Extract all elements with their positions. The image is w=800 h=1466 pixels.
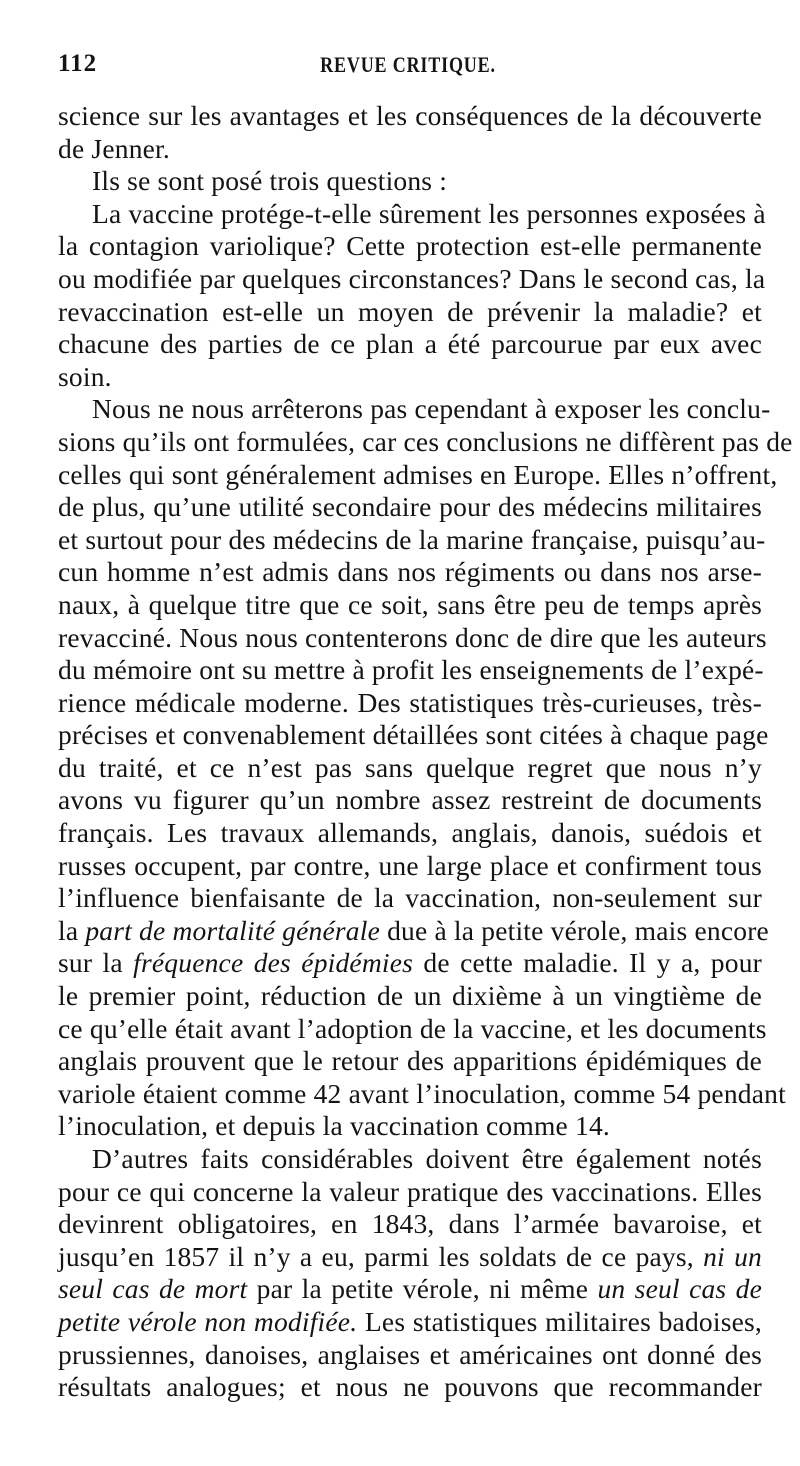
text-line: La vaccine protége-t-elle sûrement les personnes exposées à xyxy=(92,197,766,229)
text-line: de Jenner. xyxy=(58,132,170,164)
text-line: du traité, et ce n’est pas sans quelque regret que nous n’y xyxy=(58,751,762,783)
text-line: précises et convenablement détaillées sont citées à chaque page xyxy=(58,719,769,751)
text-line: résultats analogues; et nous ne pouvons que recommander xyxy=(58,1371,762,1403)
text-line: pour ce qui concerne la valeur pratique des vaccinations. Elles xyxy=(58,1175,762,1207)
text-line xyxy=(58,914,769,948)
text-span: Les statistiques militaires badoises, xyxy=(357,1305,762,1337)
text-line xyxy=(58,1306,762,1339)
text-line xyxy=(58,1241,762,1274)
italic-text: un seul cas de xyxy=(597,1273,762,1305)
text-line: l’influence bienfaisante de la vaccination, non-seulement sur xyxy=(58,882,762,914)
text-span: sur la xyxy=(58,947,134,979)
text-line: de plus, qu’une utilité secondaire pour des médecins militaires xyxy=(58,491,762,523)
text-line: rience médicale moderne. Des statistiques très-curieuses, très- xyxy=(58,686,762,718)
text-line: sions qu’ils ont formulées, car ces conclusions ne diffèrent pas de xyxy=(58,425,793,457)
text-line: anglais prouvent que le retour des apparitions épidémiques de xyxy=(58,1045,762,1077)
text-line: science sur les avantages et les conséquences de la découverte xyxy=(58,100,762,131)
body-text xyxy=(58,100,793,1404)
text-line: ou modifiée par quelques circonstances? Dans le second cas, la xyxy=(58,262,766,294)
italic-text: ni un xyxy=(703,1240,762,1272)
text-span: la xyxy=(58,914,86,946)
text-span: due à la petite vérole, mais encore xyxy=(380,914,769,946)
text-line: naux, à quelque titre que ce soit, sans être peu de temps après xyxy=(58,588,762,620)
text-line: et surtout pour des médecins de la marine française, puisqu’au- xyxy=(58,523,766,555)
text-line: avons vu figurer qu’un nombre assez restreint de documents xyxy=(58,784,762,816)
text-line: ce qu’elle était avant l’adoption de la vaccine, et les documents xyxy=(58,1012,767,1044)
text-line: D’autres faits considérables doivent être également notés xyxy=(92,1143,762,1174)
italic-text: part de mortalité générale xyxy=(85,914,380,946)
text-line: la contagion variolique? Cette protection est-elle permanente xyxy=(58,230,762,262)
text-line: du mémoire ont su mettre à profit les enseignements de l’expé- xyxy=(58,654,764,686)
text-line: revaccination est-elle un moyen de prévenir la maladie? et xyxy=(58,295,762,327)
text-line: revacciné. Nous nous contenterons donc de dire que les auteurs xyxy=(58,621,767,653)
text-line: Nous ne nous arrêterons pas cependant à exposer les conclu- xyxy=(92,393,771,425)
text-span: jusqu’en 1857 il n’y a eu, parmi les soldats de ce pays, xyxy=(58,1240,704,1272)
text-span: de cette maladie. Il y a, pour xyxy=(413,947,762,979)
text-line: cun homme n’est admis dans nos régiments ou dans nos arse- xyxy=(58,556,762,588)
text-line: devinrent obligatoires, en 1843, dans l’armée bavaroise, et xyxy=(58,1208,762,1240)
page-number: 112 xyxy=(58,50,98,77)
text-line: français. Les travaux allemands, anglais, danois, suédois et xyxy=(58,817,762,849)
text-line: Ils se sont posé trois questions : xyxy=(92,165,448,197)
italic-text: seul cas de mort xyxy=(58,1273,248,1305)
text-line: celles qui sont généralement admises en Europe. Elles n’offrent, xyxy=(58,458,778,490)
text-line xyxy=(58,947,762,980)
text-line xyxy=(58,1273,762,1306)
text-span: par la petite vérole, ni même xyxy=(247,1273,598,1305)
page-header xyxy=(58,50,758,84)
text-line: prussiennes, danoises, anglaises et américaines ont donné des xyxy=(58,1338,762,1370)
text-line: russes occupent, par contre, une large place et confirment tous xyxy=(58,849,762,881)
text-line: le premier point, réduction de un dixième à un vingtième de xyxy=(58,980,762,1012)
italic-text: petite vérole non modifiée. xyxy=(58,1305,358,1337)
text-line: variole étaient comme 42 avant l’inoculation, comme 54 pendant xyxy=(58,1077,786,1109)
italic-text: fréquence des épidémies xyxy=(133,947,414,979)
text-line: soin. xyxy=(58,360,112,392)
text-line: l’inoculation, et depuis la vaccination comme 14. xyxy=(58,1110,610,1142)
text-line: chacune des parties de ce plan a été parcourue par eux avec xyxy=(58,328,762,360)
running-title: REVUE CRITIQUE. xyxy=(320,52,496,77)
